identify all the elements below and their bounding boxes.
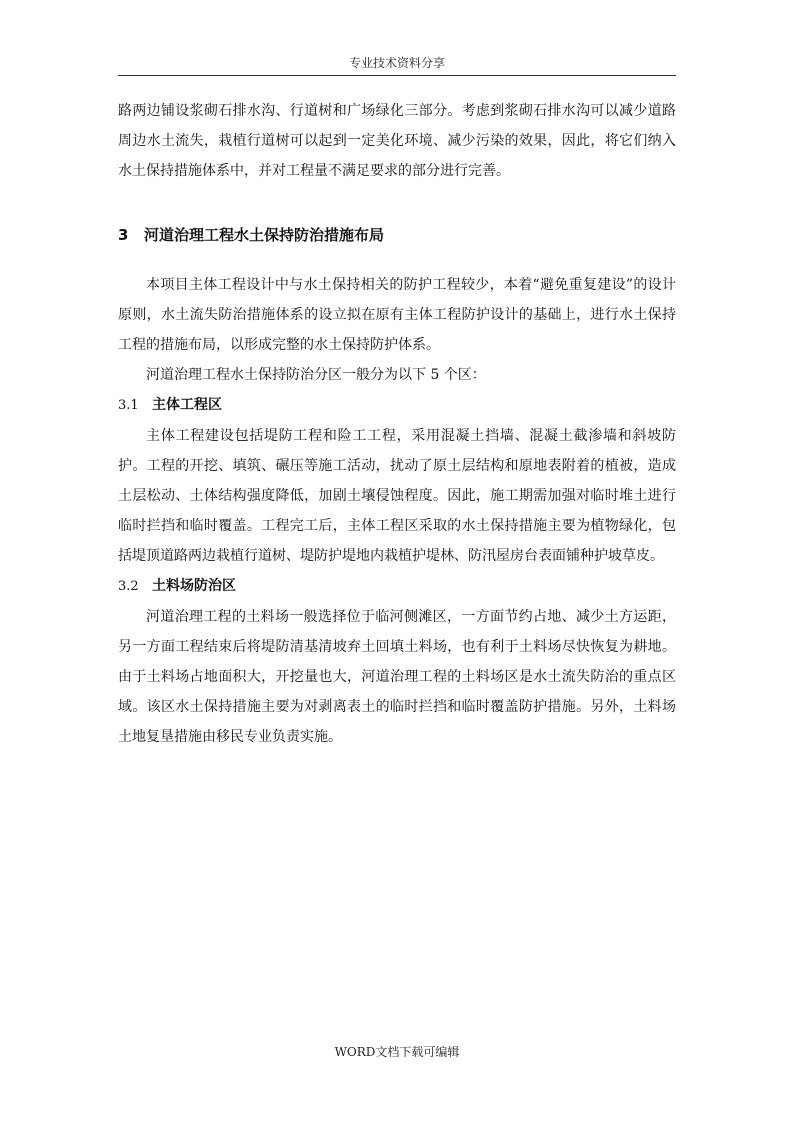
- section-3-paragraph-1: 本项目主体工程设计中与水土保持相关的防护工程较少，本着“避免重复建设”的设计原则，水土流失防治措施体系的设立拟在原有主体工程防护设计的基础上，进行水土保持工程的措施布局，以形成完整的水土保持防护体系。: [118, 277, 676, 353]
- page-footer: [0, 1044, 794, 1060]
- document-body: [118, 96, 676, 752]
- section-3-2-heading: [118, 571, 676, 602]
- footer-text: WORD文档下载可编辑: [334, 1045, 460, 1059]
- section-3-1-heading: [118, 390, 676, 421]
- paragraph-intro: 路两边铺设浆砌石排水沟、行道树和广场绿化三部分。考虑到浆砌石排水沟可以减少道路周边水土流失，栽植行道树可以起到一定美化环境、减少污染的效果，因此，将它们纳入水土保持措施体系中，并对工程量不满足要求的部分进行完善。: [118, 103, 676, 179]
- section-3-title: 河道治理工程水土保持防治措施布局: [144, 226, 385, 244]
- header-text: 专业技术资料分享: [348, 56, 445, 70]
- section-3-heading: [118, 220, 676, 250]
- section-3-2-paragraph: 河道治理工程的土料场一般选择位于临河侧滩区，一方面节约占地、减少土方运距，另一方面工程结束后将堤防清基清坡弃土回填土料场，也有利于土料场尽快恢复为耕地。由于土料场占地面积大，开挖量也大，河道治理工程的土料场区是水土流失防治的重点区域。该区水土保持措施主要为对剥离表土的临时拦挡和临时覆盖防护措施。另外，土料场土地复垦措施由移民专业负责实施。: [118, 609, 676, 745]
- section-3-2-title: 土料场防治区: [152, 578, 236, 594]
- section-3-paragraph-2: 河道治理工程水土保持防治分区一般分为以下 5 个区：: [146, 367, 486, 383]
- section-3-number: 3: [118, 226, 129, 244]
- section-3-2-number: 3.2: [118, 579, 139, 594]
- section-3-1-title: 主体工程区: [152, 397, 222, 413]
- section-3-1-number: 3.1: [118, 398, 139, 413]
- section-3-1-paragraph: 主体工程建设包括堤防工程和险工工程，采用混凝土挡墙、混凝土截渗墙和斜坡防护。工程的开挖、填筑、碾压等施工活动，扰动了原土层结构和原地表附着的植被，造成土层松动、土体结构强度降低，加剧土壤侵蚀程度。因此，施工期需加强对临时堆土进行临时拦挡和临时覆盖。工程完工后，主体工程区采取的水土保持措施主要为植物绿化，包括堤顶道路两边栽植行道树、堤防护堤地内栽植护堤林、防汛屋房台表面铺种护坡草皮。: [118, 428, 676, 564]
- page-header: [118, 55, 676, 76]
